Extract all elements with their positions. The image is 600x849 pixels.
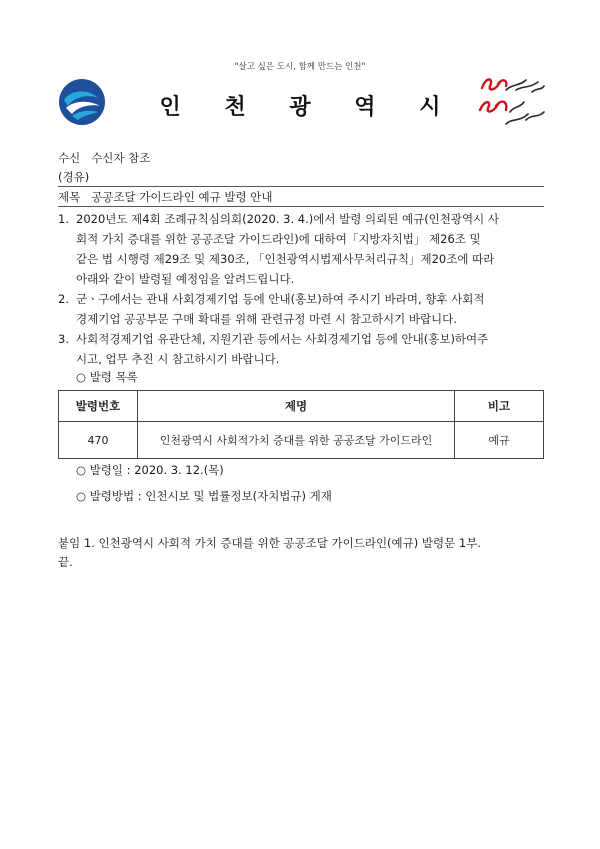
body-item-2 bbox=[58, 289, 548, 329]
recipient-value: 수신자 참조 bbox=[91, 151, 151, 165]
table-cell-title: 인천광역시 사회적가치 증대를 위한 공공조달 가이드라인 bbox=[138, 422, 455, 459]
body-items bbox=[58, 209, 548, 369]
item-line: 2020년도 제4회 조례규칙심의회(2020. 3. 4.)에서 발령 의뢰된 예규(인천광역시 사 bbox=[76, 212, 499, 226]
signature-logo bbox=[476, 70, 550, 134]
item-line: 회적 가치 증대를 위한 공공조달 가이드라인)에 대하여「지방자치법」 제26조 및 bbox=[76, 232, 481, 246]
recipient-label: 수신 bbox=[58, 151, 81, 165]
item-line: 사회적경제기업 유관단체, 지원기관 등에서는 사회경제기업 등에 안내(홍보)하여주 bbox=[76, 332, 489, 346]
subject-label: 제목 bbox=[58, 190, 81, 204]
issue-date: ○ 발령일 : 2020. 3. 12.(목) bbox=[76, 463, 224, 477]
recipient-line bbox=[58, 150, 150, 166]
item-line: 시고, 업무 추진 시 참고하시기 바랍니다. bbox=[76, 352, 280, 366]
subject-line bbox=[58, 189, 272, 205]
org-title: 인 천 광 역 시 bbox=[159, 95, 459, 120]
list-heading: ○ 발령 목록 bbox=[76, 370, 138, 384]
divider bbox=[58, 206, 544, 207]
issue-method: ○ 발령방법 : 인천시보 및 법률정보(자치법규) 게재 bbox=[76, 489, 332, 503]
item-line: 같은 법 시행령 제29조 및 제30조, 「인천광역시법제사무처리규칙」제20조에 따라 bbox=[76, 252, 495, 266]
table-cell-number: 470 bbox=[59, 422, 138, 459]
table-cell-note: 예규 bbox=[455, 422, 544, 459]
item-line: 군ㆍ구에서는 관내 사회경제기업 등에 안내(홍보)하여 주시기 바라며, 향후 사회적 bbox=[76, 292, 485, 306]
item-number: 3. bbox=[58, 332, 69, 346]
column-header: 제명 bbox=[138, 391, 455, 422]
item-number: 1. bbox=[58, 212, 69, 226]
via-line: (경유) bbox=[58, 170, 90, 184]
issue-table bbox=[58, 390, 544, 459]
item-number: 2. bbox=[58, 292, 69, 306]
column-header: 비고 bbox=[455, 391, 544, 422]
slogan: "살고 싶은 도시, 함께 만드는 인천" bbox=[234, 62, 366, 72]
subject-value: 공공조달 가이드라인 예규 발령 안내 bbox=[91, 190, 273, 204]
table-row bbox=[59, 422, 544, 459]
body-item-1 bbox=[58, 209, 548, 289]
table-header-row bbox=[59, 391, 544, 422]
item-line: 경제기업 공공부문 구매 확대를 위해 관련규정 마련 시 참고하시기 바랍니다. bbox=[76, 312, 457, 326]
divider bbox=[58, 186, 544, 187]
item-line: 아래와 같이 발령될 예정임을 알려드립니다. bbox=[76, 272, 295, 286]
attachment-block bbox=[58, 534, 481, 572]
body-item-3 bbox=[58, 329, 548, 369]
column-header: 발령번호 bbox=[59, 391, 138, 422]
end-mark: 끝. bbox=[58, 555, 73, 569]
slogan-signature-icon bbox=[476, 70, 550, 134]
attachment-line: 붙임 1. 인천광역시 사회적 가치 증대를 위한 공공조달 가이드라인(예규) 발령문 1부. bbox=[58, 536, 481, 550]
